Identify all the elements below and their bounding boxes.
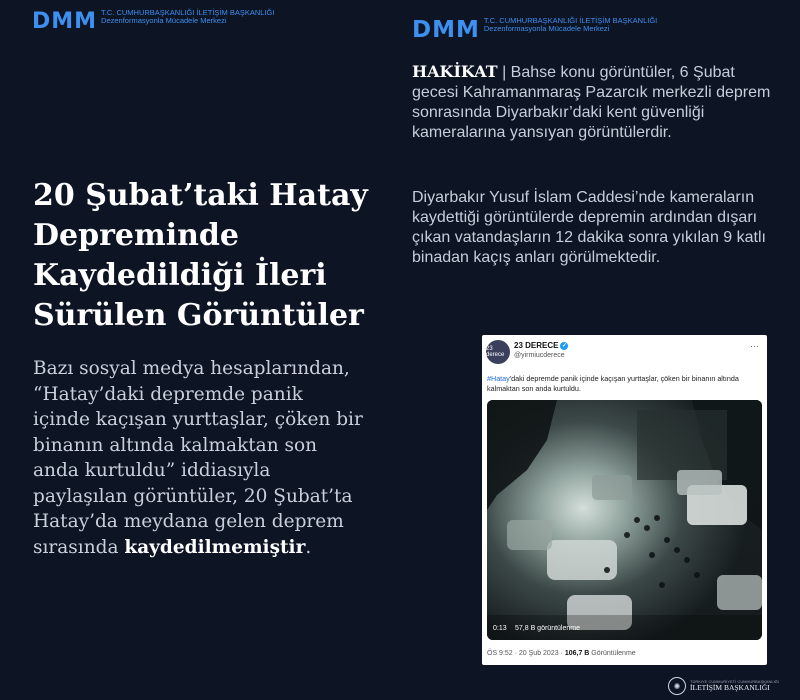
video-frame <box>487 400 762 640</box>
tweet-hashtag[interactable]: #Hatay <box>487 374 510 383</box>
tweet-card[interactable] <box>482 335 767 665</box>
tweet-timestamp[interactable]: ÖS 9:52 · 20 Şub 2023 · <box>487 650 565 657</box>
fact-tag: HAKİKAT <box>412 62 498 81</box>
claim-headline: 20 Şubat’taki Hatay Depreminde Kaydedildiği İleri Sürülen Görüntüler <box>33 178 368 333</box>
dmm-logo-mark-right: DMM <box>412 17 480 43</box>
verified-icon: ✓ <box>561 342 567 349</box>
dmm-logo-mark: DMM <box>32 9 98 34</box>
video-views: 57,8 B görüntülenme <box>515 625 580 632</box>
tweet-views-label: Görüntülenme <box>589 650 636 657</box>
footer-small-text: TÜRKİYE CUMHURİYETİ CUMHURBAŞKANLIĞI <box>690 678 779 684</box>
footer-big-text: İLETİŞİM BAŞKANLIĞI <box>690 683 770 693</box>
org-line-1: T.C. CUMHURBAŞKANLIĞI İLETİŞİM BAŞKANLIĞI <box>101 8 275 17</box>
fact-paragraph-2: Diyarbakır Yusuf İslam Caddesi’nde kameraların kaydettiği görüntülerde depremin ardından dışarı çıkan vatandaşların 12 dakika sonra yıkılan 9 katlı binadan kaçış anları görülmektedir. <box>412 189 766 266</box>
tweet-video[interactable] <box>487 400 762 640</box>
fact-separator: | <box>497 64 511 81</box>
footer-logo-text <box>690 680 779 692</box>
org-line-1-right: T.C. CUMHURBAŞKANLIĞI İLETİŞİM BAŞKANLIĞI <box>483 16 658 25</box>
fact-paragraph-1 <box>412 62 772 143</box>
claim-lead-end: . <box>305 536 312 558</box>
claim-lead-bold: kaydedilmemiştir <box>124 536 306 558</box>
video-time: 0:13 <box>493 625 507 632</box>
dmm-logo-text-right <box>484 17 657 34</box>
tweet-text-body: 'daki depremde panik içinde kaçışan yurttaşlar, çöken bir binanın altında kalmaktan son anda kurtuldu. <box>487 374 739 393</box>
dmm-logo <box>32 9 274 34</box>
tweet-handle[interactable]: @yirmiucderece <box>514 352 565 359</box>
tweet-stats <box>487 650 636 657</box>
footer-logo <box>668 677 779 695</box>
claim-lead-text: Bazı sosyal medya hesaplarından, “Hatay’daki depremde panik içinde kaçışan yurttaşlar, çöken bir binanın altında kalmaktan son anda kurtuldu” iddiasıyla paylaşılan görüntüler, 20 Şubat’ta Hatay’da meydana gelen deprem sırasında <box>33 358 363 558</box>
tweet-text <box>487 374 759 394</box>
tweet-avatar[interactable]: 23 derece <box>486 340 510 364</box>
org-line-2: Dezenformasyonla Mücadele Merkezi <box>101 16 227 26</box>
fact-text-1: Bahse konu görüntüler, 6 Şubat gecesi Kahramanmaraş Pazarcık merkezli deprem sonrasında Diyarbakır’daki kent güvenliği kameralarına yansıyan görüntülerdir. <box>412 64 771 141</box>
dmm-logo-text <box>101 9 274 26</box>
org-line-2-right: Dezenformasyonla Mücadele Merkezi <box>483 24 610 34</box>
claim-lead <box>33 356 363 560</box>
more-options-icon[interactable]: ··· <box>750 341 759 351</box>
tweet-author-name[interactable] <box>514 341 568 350</box>
seal-icon: ✺ <box>668 677 686 695</box>
tweet-views-count: 106,7 B <box>564 650 590 657</box>
dmm-logo-right <box>412 17 657 43</box>
tweet-author-name-text: 23 DERECE <box>514 341 559 350</box>
